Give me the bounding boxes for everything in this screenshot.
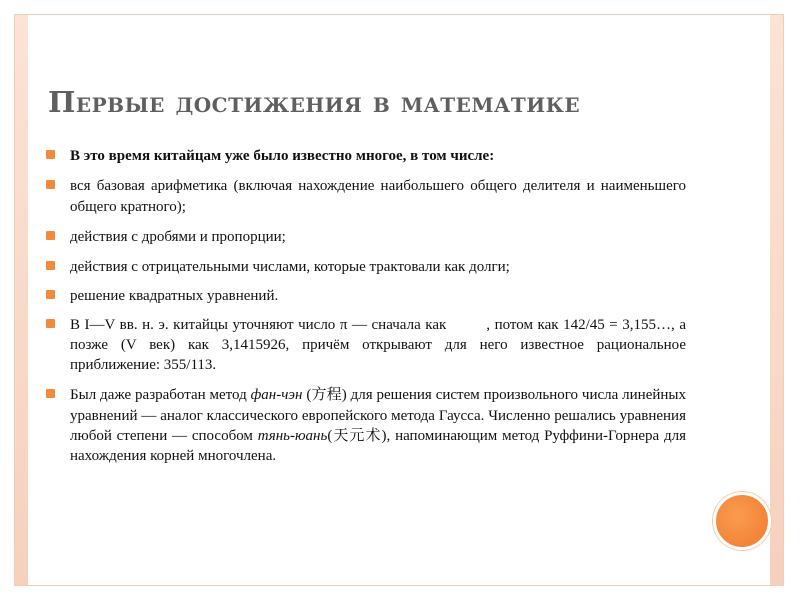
list-item (46, 315, 686, 376)
term-fan-chen: фан-чэн (250, 387, 303, 404)
list-item-text: действия с дробями и пропорции; (70, 228, 286, 245)
bullet-icon (46, 231, 55, 240)
list-item-text: решение квадратных уравнений. (70, 288, 279, 305)
list-item-text: действия с отрицательными числами, которые трактовали как долги; (70, 259, 510, 275)
list-item (46, 286, 686, 306)
bullet-icon (46, 290, 55, 299)
list-item-text: вся базовая арифметика (включая нахождение наибольшего общего делителя и наименьшего общего кратного); (70, 178, 686, 215)
list-item (46, 385, 686, 466)
list-item-text-part1: В I—V вв. н. э. китайцы уточняют число π — сначала как (70, 316, 447, 333)
bullet-icon (46, 389, 55, 398)
list-item (46, 146, 686, 166)
bullet-list (46, 146, 686, 476)
list-item-text-part2: , потом как 142/45 = 3,155…, а позже (V век) как 3,1415926, причём открывают для него известное рациональное приближение: 355/113. (70, 316, 686, 373)
list-item (46, 176, 686, 217)
slide-title: Первые достижения в математике (48, 85, 581, 119)
bullet-icon (46, 261, 55, 270)
bullet-icon (46, 180, 55, 189)
list-item-text-part3: (天元术), напоминающим метод Руффини-Горнера для нахождения корней многочлена. (70, 427, 686, 464)
list-item-text-part1: Был даже разработан метод (70, 387, 251, 404)
decor-circle (713, 492, 771, 550)
bullet-icon (46, 150, 55, 159)
list-item (46, 227, 686, 247)
list-item (46, 257, 686, 277)
list-item-text: В это время китайцам уже было известно многое, в том числе: (70, 148, 495, 164)
term-tyan-yuan: тянь-юань (257, 427, 328, 444)
bullet-icon (46, 319, 55, 328)
list-item-text-part2: (方程) для решения систем произвольного числа линейных уравнений — аналог классического европейского метода Гаусса. Численно решались уравнения любой степени — способом (70, 387, 686, 444)
